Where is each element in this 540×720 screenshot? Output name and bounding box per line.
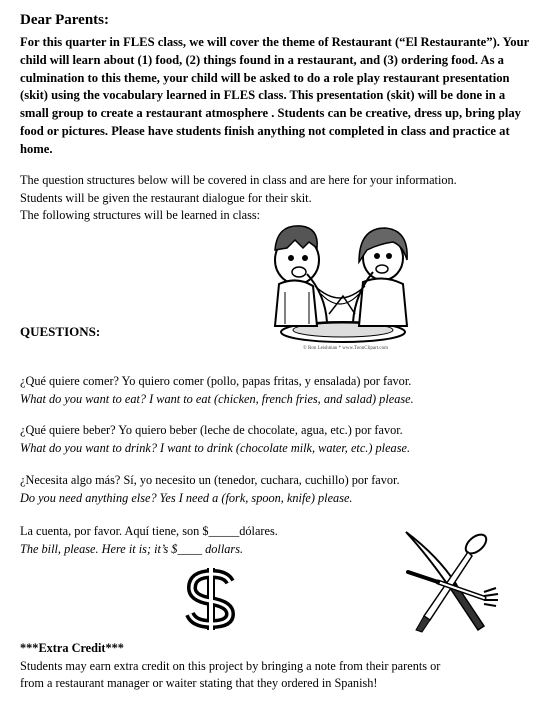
intro-paragraph: For this quarter in FLES class, we will cover the theme of Restaurant (“El Restaurante”). Your child will learn about (1) food, (2) things found in a restaurant, and (3) ordering food. As a culmination to this theme, your child will be asked to do a role play restaurant presentation (skit) using the vocabulary learned in FLES class. This presentation (skit) will be done in a small group to create a restaurant atmosphere . Students can be creative, dress up, bring play food or pictures. Please have students finish anything not completed in class and practice at home. <box>20 35 529 156</box>
questions-heading: QUESTIONS: <box>20 324 101 339</box>
spanish-line: La cuenta, por favor. Aquí tiene, son $_____dólares. <box>20 524 278 538</box>
info-line: Students will be given the restaurant dialogue for their skit. <box>20 190 312 205</box>
image-credit: © Ron Leishman * www.ToonClipart.com <box>302 346 388 351</box>
spanish-line: ¿Qué quiere comer? Yo quiero comer (pollo, papas fritas, y ensalada) por favor. <box>20 374 412 388</box>
info-line: The following structures will be learned in class: <box>20 208 261 222</box>
english-line: Do you need anything else? Yes I need a (fork, spoon, knife) please. <box>20 490 353 505</box>
extra-credit-line: from a restaurant manager or waiter stating that they ordered in Spanish! <box>20 676 378 690</box>
kids-sharing-pizza-icon <box>255 214 425 348</box>
spanish-line: ¿Qué quiere beber? Yo quiero beber (leche de chocolate, agua, etc.) por favor. <box>20 423 403 437</box>
english-line: What do you want to eat? I want to eat (chicken, french fries, and salad) please. <box>20 391 414 406</box>
qa-pair <box>20 422 490 457</box>
dollar-sign-icon <box>178 566 244 632</box>
english-line: What do you want to drink? I want to drink (chocolate milk, water, etc.) please. <box>20 440 411 455</box>
info-line: The question structures below will be covered in class and are here for your information. <box>20 173 457 187</box>
greeting: Dear Parents: <box>20 12 110 28</box>
spanish-line: ¿Necesita algo más? Sí, yo necesito un (tenedor, cuchara, cuchillo) por favor. <box>20 473 400 487</box>
extra-credit-line: Students may earn extra credit on this project by bringing a note from their parents or <box>20 658 441 673</box>
qa-pair <box>20 472 490 507</box>
extra-credit-section <box>20 640 525 693</box>
qa-pair <box>20 373 490 408</box>
fork-knife-spoon-icon <box>398 526 500 636</box>
extra-credit-heading: ***Extra Credit*** <box>20 641 124 655</box>
english-line: The bill, please. Here it is; it’s $____ dollars. <box>20 541 244 556</box>
